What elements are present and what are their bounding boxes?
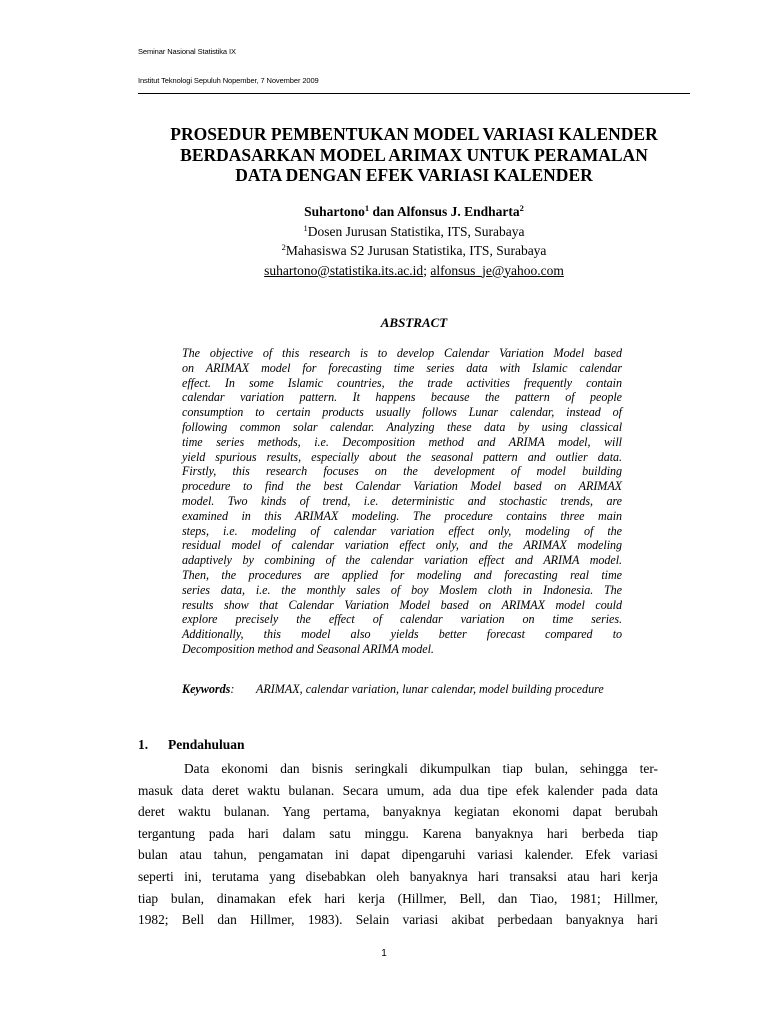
abstract-line: series data, i.e. the monthly sales of boy Moslem cloth in Indonesia. The xyxy=(182,582,622,597)
body-line: seperti ini, terutama yang disebabkan oleh banyaknya hari transaksi atau hari kerja xyxy=(138,868,658,884)
author-2: Alfonsus J. Endharta xyxy=(396,204,520,219)
abstract-line: Firstly, this research focuses on the development of model building xyxy=(182,464,622,479)
page-number: 1 xyxy=(381,948,387,959)
author-2-affiliation-mark: 2 xyxy=(519,203,524,213)
keywords-list: ARIMAX, calendar variation, lunar calendar, model building procedure xyxy=(256,682,604,696)
email-link-2[interactable]: alfonsus_je@yahoo.com xyxy=(430,262,564,278)
running-header-venue: Institut Teknologi Sepuluh Nopember, 7 November 2009 xyxy=(138,76,319,85)
title-line: BERDASARKAN MODEL ARIMAX UNTUK PERAMALAN xyxy=(180,144,648,165)
keywords-label xyxy=(182,682,234,697)
header-rule xyxy=(138,93,690,94)
abstract-line: effect. In some Islamic countries, the trade activities frequently contain xyxy=(182,375,622,390)
section-title: Pendahuluan xyxy=(168,737,245,752)
abstract-line: Decomposition method and Seasonal ARIMA model. xyxy=(182,641,434,656)
affiliation-1-mark: 1 xyxy=(303,222,308,233)
body-line: Data ekonomi dan bisnis seringkali dikumpulkan tiap bulan, sehingga ter- xyxy=(184,761,658,776)
abstract-line: examined in this ARIMAX modeling. The procedure contains three main xyxy=(182,508,622,523)
author-connector: dan xyxy=(369,204,397,219)
abstract-line: Additionally, this model also yields better forecast compared to xyxy=(182,627,622,642)
title-line: PROSEDUR PEMBENTUKAN MODEL VARIASI KALENDER xyxy=(170,124,658,144)
abstract-line: steps, i.e. modeling of calendar variation effect only, modeling of the xyxy=(182,523,622,538)
body-line: tergantung pada hari dalam satu minggu. Karena banyaknya hari berbeda tiap xyxy=(138,825,658,841)
author-1: Suhartono xyxy=(304,204,365,219)
abstract-line: residual model of calendar variation effect only, and the ARIMAX modeling xyxy=(182,538,622,553)
abstract-line: yield spurious results, especially about the seasonal pattern and outlier data. xyxy=(182,449,622,464)
abstract-line: Then, the procedures are applied for modeling and forecasting real time xyxy=(182,567,622,582)
keywords-label-text: Keywords xyxy=(182,682,231,696)
abstract-line: model. Two kinds of trend, i.e. deterministic and stochastic trends, are xyxy=(182,493,622,508)
abstract-line: results show that Calendar Variation Model based on ARIMAX model could xyxy=(182,597,622,612)
email-separator: ; xyxy=(423,262,431,278)
affiliation-2-text: Mahasiswa S2 Jurusan Statistika, ITS, Surabaya xyxy=(285,243,547,258)
author-1-affiliation-mark: 1 xyxy=(364,203,370,213)
section-body xyxy=(138,758,658,931)
affiliation-2 xyxy=(138,241,690,261)
abstract-line: on ARIMAX model for forecasting time series data with Islamic calendar xyxy=(182,360,622,375)
body-line: tiap bulan, dinamakan efek hari kerja (Hillmer, Bell, dan Tiao, 1981; Hillmer, xyxy=(138,890,658,906)
body-line: 1982; Bell dan Hillmer, 1983). Selain variasi akibat perbedaan banyaknya hari xyxy=(138,912,658,928)
author-emails xyxy=(138,261,690,281)
abstract-line: explore precisely the effect of calendar variation on time series. xyxy=(182,612,622,627)
abstract-body xyxy=(182,346,622,657)
affiliation-1 xyxy=(138,222,690,242)
author-block xyxy=(138,202,690,280)
abstract-line: The objective of this research is to develop Calendar Variation Model based xyxy=(182,346,622,360)
abstract-line: procedure to find the best Calendar Variation Model based on ARIMAX xyxy=(182,479,622,494)
abstract-line: following common solar calendar. Analyzing these data by using classical xyxy=(182,419,622,434)
affiliation-2-mark: 2 xyxy=(281,242,286,252)
paper-title xyxy=(138,124,690,186)
body-line: masuk data deret waktu bulanan. Secara umum, ada dua tipe efek kalender pada data xyxy=(138,782,658,798)
author-names xyxy=(138,202,690,222)
abstract-line: consumption to certain products usually follows Lunar calendar, instead of xyxy=(182,405,622,420)
abstract-line: adaptively by combining of the calendar variation effect and ARIMA model. xyxy=(182,553,622,568)
title-line: DATA DENGAN EFEK VARIASI KALENDER xyxy=(235,165,593,185)
affiliation-1-text: Dosen Jurusan Statistika, ITS, Surabaya xyxy=(307,223,525,239)
abstract-line: calendar variation pattern. It happens because the pattern of people xyxy=(182,390,622,405)
abstract-line: time series methods, i.e. Decomposition method and ARIMA model, will xyxy=(182,434,622,449)
keywords-colon: : xyxy=(230,682,235,696)
running-header-conference: Seminar Nasional Statistika IX xyxy=(138,47,236,56)
abstract-heading: ABSTRACT xyxy=(380,315,448,330)
body-line: deret waktu bulanan. Yang pertama, banyaknya kegiatan ekonomi dapat berubah xyxy=(138,804,658,820)
email-link-1[interactable]: suhartono@statistika.its.ac.id xyxy=(264,262,424,278)
body-line: bulan atau tahun, pengamatan ini dapat dipengaruhi variasi kalender. Efek variasi xyxy=(138,847,658,863)
section-number: 1. xyxy=(138,737,149,752)
section-heading xyxy=(138,737,245,753)
